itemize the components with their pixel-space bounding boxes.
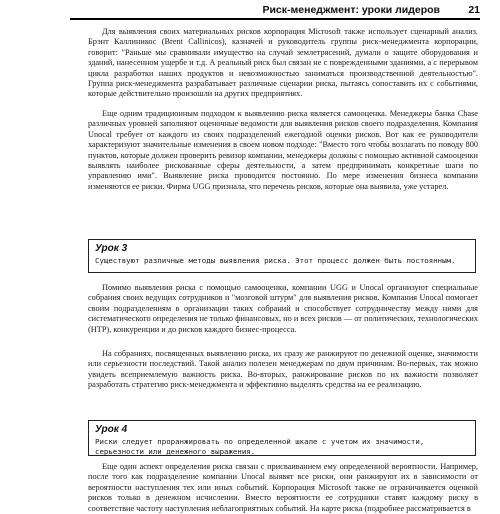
page-number: 21 xyxy=(468,4,480,16)
paragraph: Помимо выявления риска с помощью самооценки, компании UGG и Unocal организуют специальные собрания своих ведущих сотрудников и "мозговой штурм" для выявления рисков. Компания Unocal помогает своим подразделениям в организации таких собраний и способствует сотрудничеству между ними для систематического определения не только финансовых, но и всех рисков — от политических, технологических (НТР), конкуренции и до рисков каждого бизнес-процесса. xyxy=(88,283,478,334)
paragraph: Для выявления своих материальных рисков корпорация Microsoft также использует сценарный анализ. Брэнт Каллиникос (Brent Callinicos), казначей и руководитель группы риск-менеджмента корпорации, говорит: "Раньше мы сравнивали имущество на случай землетрясений, думали о защите оборудования и зданий, нанесенном ущербе и т.д. А реальный риск был связан не с поврежденными зданиями, а с перерывом цикла разработки наших продуктов и невозможностью заниматься производственной деятельностью". Группа риск-менеджмента разрабатывает различные сценарии риска, пытаясь сопоставить их с событиями, которые действительно произошли на других предприятиях. xyxy=(88,27,478,99)
running-title: Риск-менеджмент: уроки лидеров xyxy=(262,4,440,16)
lesson-text: Риски следует проранжировать по определенной шкале с учетом их значимости, серьезности или денежного выражения. xyxy=(95,437,425,456)
paragraph: На собраниях, посвященных выявлению риска, их сразу же ранжируют по денежной оценке, значимости или серьезности последствий. Такой анализ полезен менеджерам по двум причинам. Во-первых, так можно увидеть всеприемлемую важность риска. Во-вторых, ранжирование рисков по их важности позволяет разработать стратегию риск-менеджмента и эффективно выделять средства на ее реализацию. xyxy=(88,349,478,390)
lesson-title: Урок 3 xyxy=(95,243,128,254)
page-header xyxy=(70,4,480,20)
lesson-text: Существуют различные методы выявления риска. Этот процесс должен быть постоянным. xyxy=(95,256,456,265)
lesson-box xyxy=(88,420,476,456)
paragraph: Еще один аспект определения риска связан с присваиванием ему определенной вероятности. Например, после того как подразделение компании Unocal выявят все риски, они ранжируют их в зависимости от вероятности наступления тех или иных событий. Корпорация Microsoft также не ограничивается оценкой рисков только в денежном исчислении. Вместо вероятности ее сотрудники ставят каждому риску в соответствие частоту наступления неблагоприятных событий. На карте риска (подробнее рассматривается в xyxy=(88,462,478,513)
lesson-title: Урок 4 xyxy=(95,424,128,435)
paragraph: Еще одним традиционным подходом к выявлению риска является самооценка. Менеджеры банка Chase различных уровней заполняют оценочные ведомости для выявления рисков своего подразделения. Компания Unocal требует от каждого из своих подразделений ежегодной оценки рисков. Вот как ее руководители характеризуют значительные изменения в своем новом подходе: "Вместо того чтобы возлагать по поводу 800 пунктов, которые должен проверить ревизор компании, менеджеры должны с помощью активной самооценки выявлять наиболее рискованные сферы деятельности, а затем предпринимать конкретные шаги по управлению ими". Выявление риска проводится постоянно. По мере изменения бизнеса компании изменяются ее риски. Фирма UGG признала, что перечень рисков, которые она выявила, уже устарел. xyxy=(88,109,478,191)
lesson-box xyxy=(88,239,476,273)
